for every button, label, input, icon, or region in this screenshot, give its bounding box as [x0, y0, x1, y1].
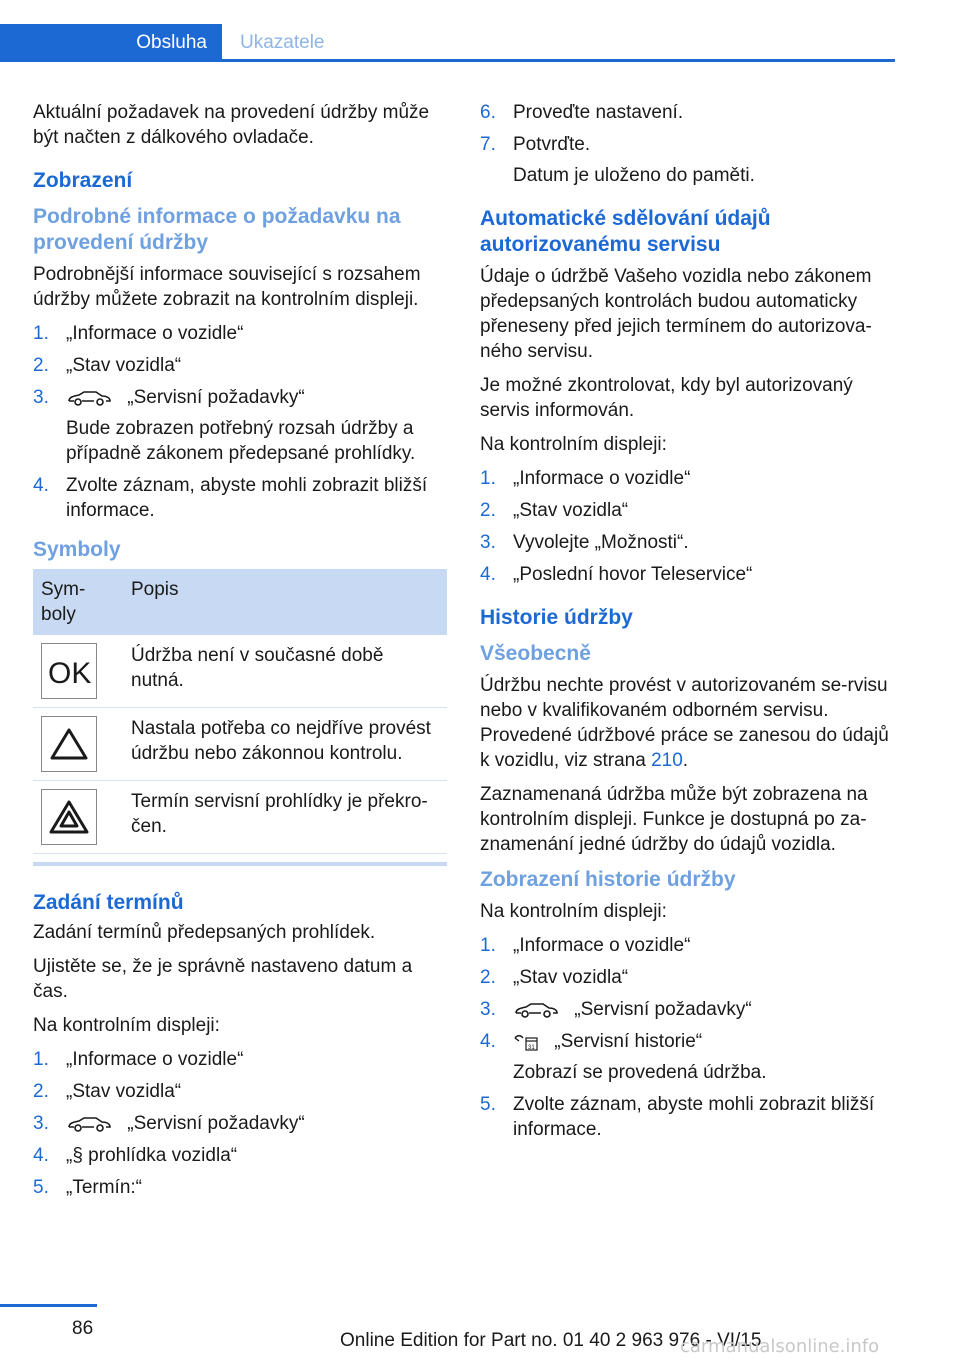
step-text: „Informace o vozidle“ — [66, 323, 244, 344]
list-item — [33, 1079, 447, 1104]
car-icon — [66, 390, 112, 406]
tab-obsluha[interactable]: Obsluha — [0, 24, 222, 62]
podrobne-paragraph: Podrobnější informace související s rozsahem údržby můžete zobrazit na kontrolním displeji. — [33, 264, 421, 310]
svg-text:31: 31 — [528, 1044, 535, 1051]
page-reference-link[interactable]: 210 — [651, 750, 683, 771]
list-item — [33, 385, 447, 466]
intro-paragraph: Aktuální požadavek na provedení údržby může být načten z dálkového ovladače. — [33, 102, 430, 148]
list-item — [33, 473, 447, 523]
page-number-rule — [0, 1304, 97, 1307]
tab-ukazatele[interactable]: Ukazatele — [240, 32, 325, 53]
table-bottom-rule — [33, 862, 447, 866]
auto-paragraph-1: Údaje o údržbě Vašeho vozidla nebo zákonem předepsaných kontrolách budou automaticky přeneseny před jejich termínem do autorizova-ného servisu. — [480, 266, 872, 362]
list-item — [480, 1092, 894, 1142]
step-text: Potvrďte. — [513, 134, 591, 155]
step-text: „Stav vozidla“ — [66, 1081, 182, 1102]
history-icon — [513, 1032, 539, 1052]
step-number: 4. — [480, 564, 496, 585]
step-text: „Informace o vozidle“ — [513, 468, 691, 489]
step-number: 1. — [480, 468, 496, 489]
list-item — [480, 1029, 894, 1085]
step-text: „Servisní požadavky“ — [127, 1113, 305, 1134]
step-number: 2. — [33, 1081, 49, 1102]
vseobecne-paragraph-1: Údržbu nechte provést v autorizovaném se-rvisu nebo v kvalifikovaném odborném servisu. Provedené údržbové práce se zanesou do údajů k vozidlu, viz strana 210. — [480, 675, 889, 771]
list-item — [480, 466, 894, 491]
table-row — [33, 635, 447, 708]
zadani-paragraph-3: Na kontrolním displeji: — [33, 1015, 220, 1036]
step-number: 3. — [480, 999, 496, 1020]
step-text: Vyvolejte „Možnosti“. — [513, 532, 689, 553]
steps-list-detail — [33, 321, 447, 523]
heading-zadani: Zadání termínů — [33, 891, 184, 914]
step-number: 2. — [480, 967, 496, 988]
warning-triangle-icon — [41, 716, 97, 772]
step-text: Zvolte záznam, abyste mohli zobrazit bližší informace. — [513, 1094, 875, 1140]
right-column — [480, 100, 894, 1156]
overdue-triangle-icon — [41, 789, 97, 845]
zobr-hist-paragraph: Na kontrolním displeji: — [480, 901, 667, 922]
step-number: 4. — [33, 475, 49, 496]
car-icon — [513, 1002, 559, 1018]
table-row — [33, 708, 447, 781]
heading-zobrazeni: Zobrazení — [33, 169, 133, 192]
step-number: 1. — [33, 323, 49, 344]
steps-list-auto — [480, 466, 894, 587]
step-number: 7. — [480, 134, 496, 155]
table-cell-description: Nastala potřeba co nejdříve provést údržbu nebo zákonnou kontrolu. — [123, 708, 447, 781]
step-text: „Servisní historie“ — [554, 1031, 703, 1052]
step-number: 1. — [33, 1049, 49, 1070]
step-text: „Servisní požadavky“ — [574, 999, 752, 1020]
table-cell-description: Termín servisní prohlídky je překro-čen. — [123, 781, 447, 854]
list-item — [33, 321, 447, 346]
list-item — [480, 997, 894, 1022]
step-number: 4. — [480, 1031, 496, 1052]
step-number: 2. — [480, 500, 496, 521]
ok-icon — [41, 643, 97, 699]
step-number: 5. — [480, 1094, 496, 1115]
table-row — [33, 781, 447, 854]
step-subtext: Datum je uloženo do paměti. — [513, 165, 755, 186]
step-text: „Stav vozidla“ — [513, 500, 629, 521]
table-header-description: Popis — [123, 569, 447, 635]
list-item — [480, 562, 894, 587]
auto-paragraph-3: Na kontrolním displeji: — [480, 434, 667, 455]
step-text: „Termín:“ — [66, 1177, 142, 1198]
step-text: Proveďte nastavení. — [513, 102, 684, 123]
step-text: „Informace o vozidle“ — [66, 1049, 244, 1070]
heading-automaticke: Automatické sdělování údajů autorizovanému servisu — [480, 207, 771, 256]
symbols-table — [33, 569, 447, 854]
step-text: „Stav vozidla“ — [66, 355, 182, 376]
table-cell-description: Údržba není v současné době nutná. — [123, 635, 447, 708]
step-number: 1. — [480, 935, 496, 956]
list-item — [33, 1047, 447, 1072]
table-header-symbols: Sym-boly — [33, 569, 123, 635]
list-item — [33, 1175, 447, 1200]
left-column — [33, 100, 447, 1214]
step-text: „Servisní požadavky“ — [127, 387, 305, 408]
tabbar-underline — [0, 59, 895, 62]
heading-podrobne: Podrobné informace o požadavku na provedení údržby — [33, 205, 401, 254]
step-subtext: Bude zobrazen potřebný rozsah údržby a případně zákonem předepsané prohlídky. — [66, 418, 416, 464]
chapter-tabbar — [0, 24, 895, 62]
watermark: carmanualsonline.info — [680, 1336, 880, 1357]
heading-zobrazeni-historie: Zobrazení historie údržby — [480, 868, 736, 891]
heading-symboly: Symboly — [33, 538, 121, 561]
steps-list-zadani — [33, 1047, 447, 1200]
heading-historie: Historie údržby — [480, 606, 633, 629]
step-number: 3. — [33, 1113, 49, 1134]
list-item — [33, 1143, 447, 1168]
svg-text:OK: OK — [48, 657, 92, 687]
zadani-paragraph-2: Ujistěte se, že je správně nastaveno datum a čas. — [33, 956, 413, 1002]
page-number: 86 — [72, 1318, 94, 1339]
step-number: 3. — [33, 387, 49, 408]
list-item — [480, 965, 894, 990]
list-item — [33, 1111, 447, 1136]
list-item — [480, 100, 894, 125]
step-number: 6. — [480, 102, 496, 123]
auto-paragraph-2: Je možné zkontrolovat, kdy byl autorizovaný servis informován. — [480, 375, 853, 421]
steps-list-zadani-continued — [480, 100, 894, 188]
step-number: 5. — [33, 1177, 49, 1198]
step-text: „Stav vozidla“ — [513, 967, 629, 988]
step-text: „Informace o vozidle“ — [513, 935, 691, 956]
zadani-paragraph-1: Zadání termínů předepsaných prohlídek. — [33, 922, 376, 943]
heading-vseobecne: Všeobecně — [480, 642, 591, 665]
step-text: Zvolte záznam, abyste mohli zobrazit bližší informace. — [66, 475, 428, 521]
list-item — [33, 353, 447, 378]
step-subtext: Zobrazí se provedená údržba. — [513, 1062, 767, 1083]
list-item — [480, 933, 894, 958]
car-icon — [66, 1116, 112, 1132]
list-item — [480, 132, 894, 188]
edition-footer: Online Edition for Part no. 01 40 2 963 976 - VI/15 — [340, 1330, 762, 1351]
step-number: 3. — [480, 532, 496, 553]
list-item — [480, 498, 894, 523]
table-header-row — [33, 569, 447, 635]
vseobecne-paragraph-2: Zaznamenaná údržba může být zobrazena na kontrolním displeji. Funkce je dostupná po za-znamenání jedné údržby do údajů vozidla. — [480, 784, 868, 855]
step-number: 2. — [33, 355, 49, 376]
step-text: „Poslední hovor Teleservice“ — [513, 564, 753, 585]
step-text: „§ prohlídka vozidla“ — [66, 1145, 238, 1166]
list-item — [480, 530, 894, 555]
steps-list-historie — [480, 933, 894, 1142]
step-number: 4. — [33, 1145, 49, 1166]
